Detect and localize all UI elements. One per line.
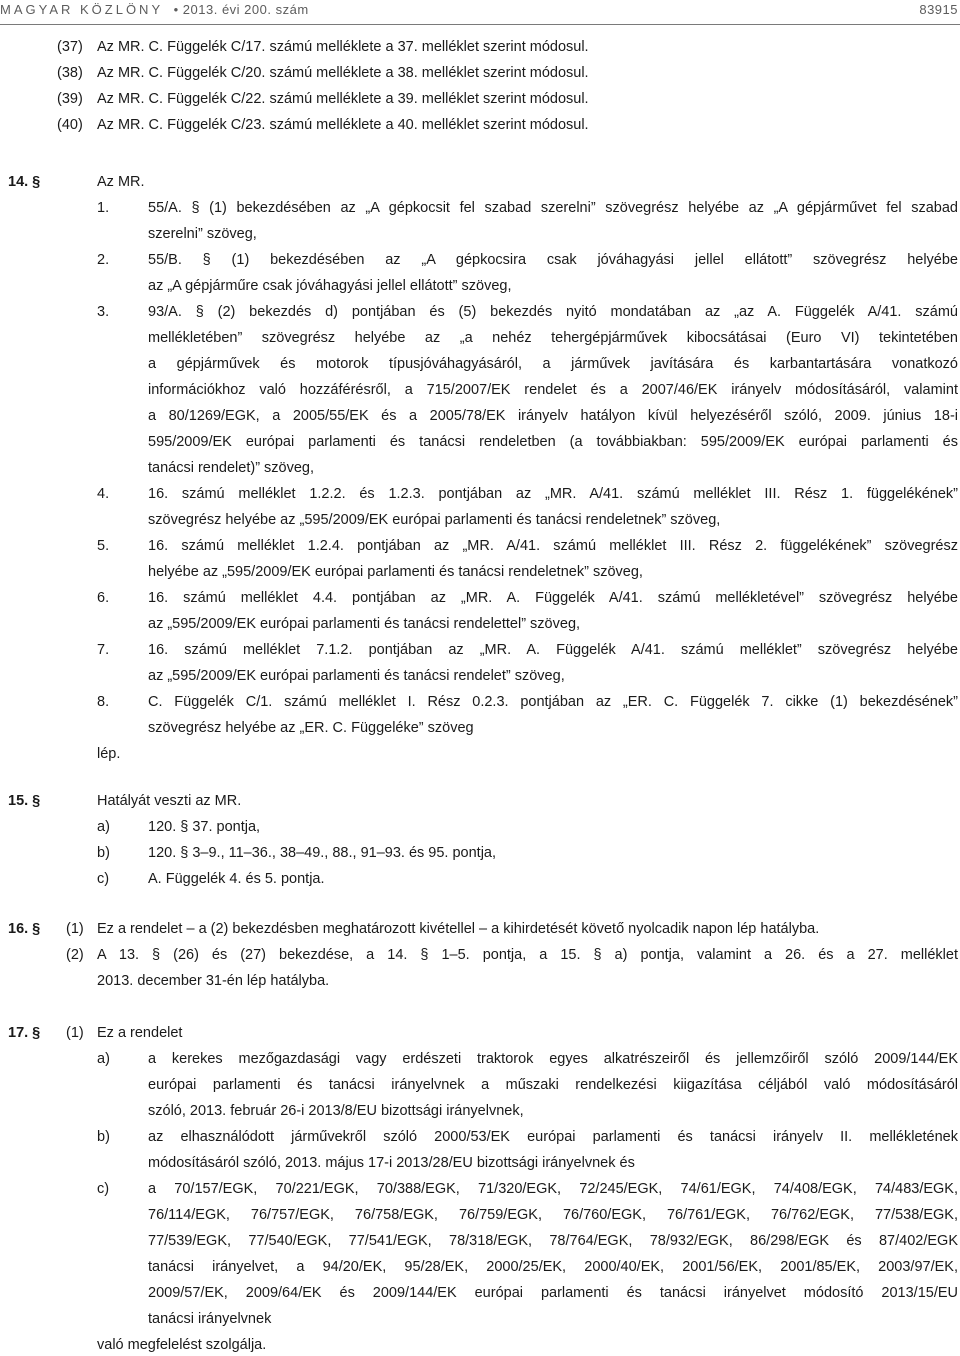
closing-text: való megfelelést szolgálja. [97,1337,267,1353]
text-line: tanácsi irányelvnek [148,1311,272,1327]
text-line: európai parlamenti és tanácsi irányelvnek a műszaki rendelkezési kiigazítása céljából való módosításáról [148,1077,958,1093]
text-line: mellékletében” szövegrész helyébe az „a nehéz tehergépjárművek kibocsátásai (Euro VI) tekintetében [148,330,958,346]
text-line: 16. számú melléklet 1.2.2. és 1.2.3. pontjában az „MR. A/41. számú melléklet III. Rész 1. függelékének” [148,486,958,502]
text-line: 55/A. § (1) bekezdésében az „A gépkocsit fel szabad szerelni” szövegrész helyébe az „A gépjárművet fel szabad [148,200,958,216]
text-line: A 13. § (26) és (27) bekezdése, a 14. § 1–5. pontja, a 15. § a) pontja, valamint a 26. és a 27. melléklet [97,947,958,963]
item-number: (38) [57,65,83,81]
header-rule [0,24,960,25]
point-letter: c) [97,1181,110,1197]
text-line: 93/A. § (2) bekezdés d) pontjában és (5) bekezdés nyitó mondatában az „az A. Függelék A/41. számú [148,304,958,320]
journal-name: MAGYAR KÖZLÖNY [0,2,163,17]
issue-text: 2013. évi 200. szám [182,2,309,17]
text-line: 55/B. § (1) bekezdésében az „A gépkocsira csak jóváhagyási jellel ellátott” szövegrész helyébe [148,252,958,268]
point-number: 2. [97,252,110,268]
section-number: 16. § [8,921,41,937]
point-number: 8. [97,694,110,710]
point-number: 1. [97,200,110,216]
paragraph-number: (1) [66,921,84,937]
text-line: 76/114/EGK, 76/757/EGK, 76/758/EGK, 76/759/EGK, 76/760/EGK, 76/761/EGK, 76/762/EGK, 77/538/EGK, [148,1207,958,1223]
section-number: 15. § [8,793,41,809]
page-header [0,0,960,26]
item-number: (39) [57,91,83,107]
point-letter: a) [97,819,110,835]
item-number: (37) [57,39,83,55]
item-text: Az MR. C. Függelék C/23. számú melléklete a 40. melléklet szerint módosul. [97,117,589,133]
point-number: 7. [97,642,110,658]
text-line: az „A gépjárműre csak jóváhagyási jellel ellátott” szöveg, [148,278,512,294]
text-line: 2013. december 31-én lép hatályba. [97,973,330,989]
text-line: információkhoz való hozzáférésről, a 715/2007/EK rendelet és a 2007/46/EK irányelv módosításáról, valamint [148,382,958,398]
text-line: szóló, 2013. február 26-i 2013/8/EU bizottsági irányelvnek, [148,1103,524,1119]
point-letter: b) [97,1129,110,1145]
text-line: C. Függelék C/1. számú melléklet I. Rész 0.2.3. pontjában az „ER. C. Függelék 7. cikke (1) bekezdésének” [148,694,958,710]
text-line: módosításáról szóló, 2013. május 17-i 2013/28/EU bizottsági irányelvnek és [148,1155,635,1171]
paragraph-number: (2) [66,947,84,963]
section-number: 14. § [8,174,41,190]
text-line: a kerekes mezőgazdasági vagy erdészeti traktorok egyes alkatrészeiről és jellemzőiről szóló 2009/144/EK [148,1051,958,1067]
paragraph-number: (1) [66,1025,84,1041]
point-text: 120. § 37. pontja, [148,819,261,835]
text-line: 2009/57/EK, 2009/64/EK és 2009/144/EK európai parlamenti és tanácsi irányelvet módosító 2013/15/EU [148,1285,958,1301]
text-line: az „595/2009/EK európai parlamenti és tanácsi rendelet” szöveg, [148,668,565,684]
text-line: a 80/1269/EGK, a 2005/55/EK és a 2005/78/EK irányelv hatályon kívül helyezéséről szóló, 2009. június 18-i [148,408,958,424]
text-line: az „595/2009/EK európai parlamenti és tanácsi rendelettel” szöveg, [148,616,581,632]
item-text: Az MR. C. Függelék C/17. számú melléklete a 37. melléklet szerint módosul. [97,39,589,55]
point-number: 4. [97,486,110,502]
journal-header [0,2,309,17]
point-number: 5. [97,538,110,554]
section-intro: Az MR. [97,174,145,190]
text-line: szövegrész helyébe az „ER. C. Függeléke” szöveg [148,720,474,736]
item-text: Az MR. C. Függelék C/20. számú melléklete a 38. melléklet szerint módosul. [97,65,589,81]
text-line: 16. számú melléklet 1.2.4. pontjában az „MR. A/41. számú melléklet III. Rész 2. függelékének” szövegrész [148,538,958,554]
text-line: a 70/157/EGK, 70/221/EGK, 70/388/EGK, 71/320/EGK, 72/245/EGK, 74/61/EGK, 74/408/EGK, 74/483/EGK, [148,1181,958,1197]
section-number: 17. § [8,1025,41,1041]
item-number: (40) [57,117,83,133]
closing-text: lép. [97,746,121,762]
text-line: szövegrész helyébe az „595/2009/EK európai parlamenti és tanácsi rendeletnek” szöveg, [148,512,721,528]
text-line: helyébe az „595/2009/EK európai parlamenti és tanácsi rendeletnek” szöveg, [148,564,643,580]
page-number: 83915 [919,2,958,17]
point-letter: c) [97,871,110,887]
point-text: 120. § 3–9., 11–36., 38–49., 88., 91–93. és 95. pontja, [148,845,497,861]
text-line: tanácsi irányelvet, a 94/20/EK, 95/28/EK, 2000/25/EK, 2000/40/EK, 2001/56/EK, 2001/85/EK, 2003/97/EK, [148,1259,958,1275]
text-line: Ez a rendelet – a (2) bekezdésben meghatározott kivétellel – a kihirdetését követő nyolcadik napon lép hatályba. [97,921,820,937]
text-line: 16. számú melléklet 4.4. pontjában az „MR. A. Függelék A/41. számú mellékletével” szövegrész helyébe [148,590,958,606]
item-text: Az MR. C. Függelék C/22. számú melléklete a 39. melléklet szerint módosul. [97,91,589,107]
point-number: 3. [97,304,110,320]
point-text: A. Függelék 4. és 5. pontja. [148,871,325,887]
section-intro: Hatályát veszti az MR. [97,793,242,809]
text-line: 16. számú melléklet 7.1.2. pontjában az „MR. A. Függelék A/41. számú melléklet” szövegrész helyébe [148,642,958,658]
text-line: 595/2009/EK európai parlamenti és tanácsi rendeletben (a továbbiakban: 595/2009/EK európai parlamenti és [148,434,958,450]
point-letter: b) [97,845,110,861]
section-intro: Ez a rendelet [97,1025,183,1041]
text-line: 77/539/EGK, 77/540/EGK, 77/541/EGK, 78/318/EGK, 78/764/EGK, 78/932/EGK, 86/298/EGK és 87/402/EGK [148,1233,958,1249]
point-number: 6. [97,590,110,606]
text-line: tanácsi rendelet)” szöveg, [148,460,315,476]
point-letter: a) [97,1051,110,1067]
text-line: szerelni” szöveg, [148,226,257,242]
issue-label: • 2013. évi 200. szám [169,2,309,17]
text-line: a gépjárművek és motorok típusjóváhagyásáról, a járművek javítására és karbantartására vonatkozó [148,356,958,372]
text-line: az elhasználódott járművekről szóló 2000/53/EK európai parlamenti és tanácsi irányelv II. mellékletének [148,1129,958,1145]
